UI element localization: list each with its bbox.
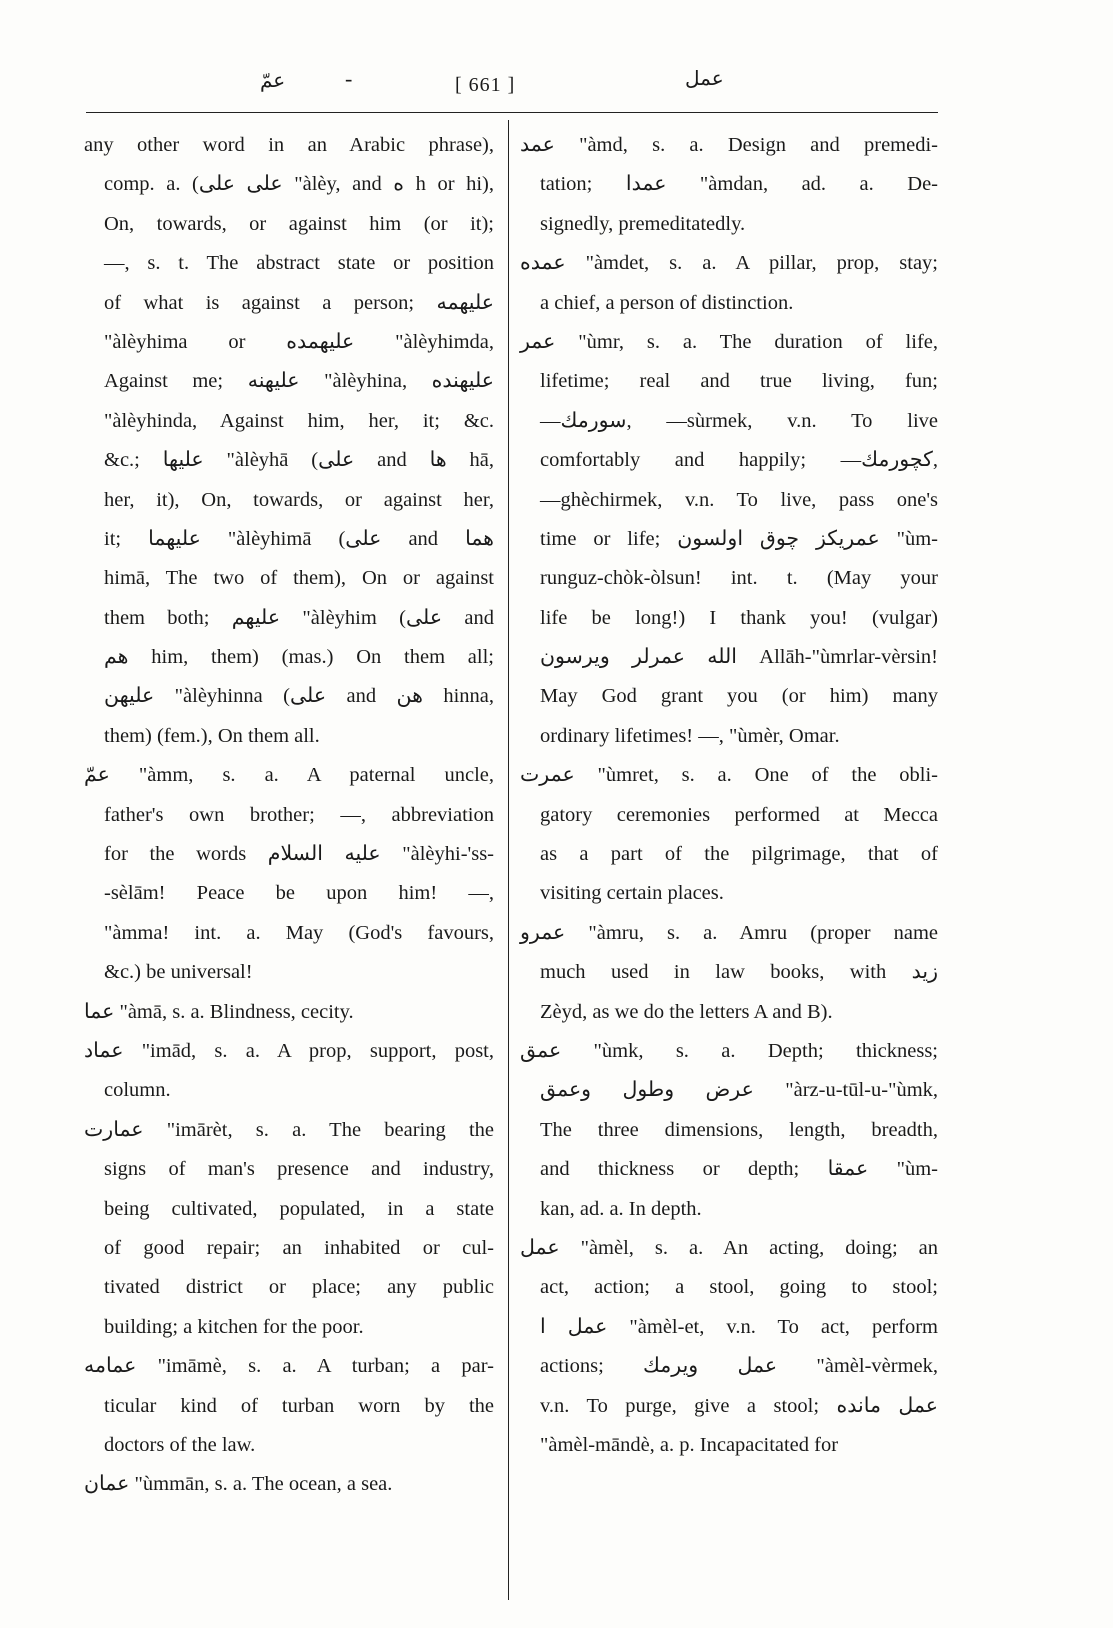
- entry-line: Zèyd, as we do the letters A and B).: [540, 1000, 833, 1023]
- dictionary-entry: [520, 126, 938, 244]
- entry-line: عمّ "àmm, s. a. A paternal uncle,: [84, 764, 494, 787]
- entry-line: عمان "ùmmān, s. a. The ocean, a sea.: [84, 1473, 393, 1496]
- entry-line: عمد "àmd, s. a. Design and premedi-: [520, 134, 938, 156]
- entry-line: —ghèchirmek, v.n. To live, pass one's: [540, 488, 938, 511]
- entry-line: them both; علیهم "àlèyhim (على and: [104, 606, 494, 629]
- entry-line: being cultivated, populated, in a state: [104, 1197, 494, 1220]
- entry-line: any other word in an Arabic phrase),: [84, 134, 494, 156]
- entry-line: عما "àmā, s. a. Blindness, cecity.: [84, 1000, 354, 1023]
- entry-line: ordinary lifetimes! —, "ùmèr, Omar.: [540, 724, 840, 747]
- entry-line: and thickness or depth; عمقا "ùm-: [540, 1158, 938, 1181]
- header-rule: [86, 112, 938, 113]
- entry-line: عمل ا "àmèl-et, v.n. To act, perform: [540, 1315, 938, 1338]
- entry-line: column.: [104, 1079, 171, 1102]
- entry-line: The three dimensions, length, breadth,: [540, 1118, 938, 1141]
- entry-line: عمق "ùmk, s. a. Depth; thickness;: [520, 1039, 938, 1062]
- dictionary-entry: [520, 323, 938, 756]
- dictionary-entry: [520, 914, 938, 1032]
- entry-line: "àmma! int. a. May (God's favours,: [104, 921, 494, 944]
- entry-line: هم him, them) (mas.) On them all;: [104, 646, 494, 669]
- dictionary-entry: [84, 1347, 494, 1465]
- entry-line: lifetime; real and true living, fun;: [540, 370, 938, 393]
- entry-line: it; علیهما "àlèyhimā (على and هما: [104, 527, 494, 550]
- entry-line: himā, The two of them), On or against: [104, 567, 494, 590]
- entry-line: doctors of the law.: [104, 1433, 256, 1456]
- dictionary-entry: [84, 1465, 494, 1504]
- entry-line: comp. a. (على علی "àlèy, and ه h or hi),: [104, 173, 494, 196]
- dictionary-entry: [520, 756, 938, 914]
- entry-line: actions; عمل ویرمك "àmèl-vèrmek,: [540, 1355, 938, 1378]
- dictionary-entry: [84, 756, 494, 992]
- entry-line: May God grant you (or him) many: [540, 685, 938, 708]
- page-header: [80, 66, 940, 106]
- entry-line: عمارت "imārèt, s. a. The bearing the: [84, 1118, 494, 1141]
- entry-line: signedly, premeditatedly.: [540, 212, 746, 235]
- dictionary-entry: [520, 244, 938, 323]
- entry-line: building; a kitchen for the poor.: [104, 1315, 364, 1338]
- dictionary-entry: [84, 1111, 494, 1347]
- entry-line: much used in law books, with زید: [540, 961, 938, 984]
- dictionary-entry: [84, 1032, 494, 1111]
- entry-line: عمامه "imāmè, s. a. A turban; a par-: [84, 1355, 494, 1378]
- page-number: [ 661 ]: [455, 74, 516, 96]
- entry-line: -sèlām! Peace be upon him! —,: [104, 882, 494, 905]
- entry-line: tivated district or place; any public: [104, 1276, 494, 1299]
- entry-line: signs of man's presence and industry,: [104, 1158, 494, 1181]
- entry-line: "àlèyhinda, Against him, her, it; &c.: [104, 409, 494, 432]
- dictionary-entry: [84, 993, 494, 1032]
- entry-line: of good repair; an inhabited or cul-: [104, 1236, 494, 1259]
- entry-line: her, it), On, towards, or against her,: [104, 488, 494, 511]
- entry-line: عمل "àmèl, s. a. An acting, doing; an: [520, 1236, 938, 1259]
- entry-line: عمر "ùmr, s. a. The duration of life,: [520, 330, 938, 353]
- entry-line: time or life; عمریكز چوق اولسون "ùm-: [540, 527, 939, 550]
- entry-line: of what is against a person; علیهمه: [104, 291, 494, 314]
- entry-line: kan, ad. a. In depth.: [540, 1197, 702, 1220]
- entry-line: life be long!) I thank you! (vulgar): [540, 606, 938, 629]
- entry-line: as a part of the pilgrimage, that of: [540, 843, 938, 866]
- entry-line: "àmèl-māndè, a. p. Incapacitated for: [540, 1433, 839, 1456]
- dictionary-entry: [520, 1032, 938, 1229]
- entry-line: عرض وطول وعمق "àrz-u-tūl-u-"ùmk,: [540, 1079, 939, 1102]
- right-headword: عمل: [685, 66, 724, 90]
- entry-line: v.n. To purge, give a stool; عمل مانده: [540, 1394, 938, 1417]
- entry-line: tation; عمدا "àmdan, ad. a. De-: [540, 173, 938, 196]
- entry-line: عمده "àmdet, s. a. A pillar, prop, stay;: [520, 252, 938, 275]
- entry-line: them) (fem.), On them all.: [104, 724, 320, 747]
- entry-line: Against me; علیهنه "àlèyhina, علیهنده: [104, 370, 495, 393]
- entry-line: visiting certain places.: [540, 882, 724, 905]
- entry-line: الله عمرلر ویرسون Allāh-"ùmrlar-vèrsin!: [540, 646, 938, 669]
- entry-line: father's own brother; —, abbreviation: [104, 803, 494, 826]
- entry-line: &c.) be universal!: [104, 961, 253, 984]
- header-dash: -: [345, 66, 353, 91]
- entry-line: act, action; a stool, going to stool;: [540, 1276, 938, 1299]
- entry-line: عماد "imād, s. a. A prop, support, post,: [84, 1039, 494, 1062]
- entry-line: comfortably and happily; —كچورمك,: [540, 449, 938, 472]
- right-column: [520, 126, 938, 1465]
- entry-line: gatory ceremonies performed at Mecca: [540, 803, 938, 826]
- entry-line: On, towards, or against him (or it);: [104, 212, 494, 235]
- entry-line: "àlèyhima or علیهمده "àlèyhimda,: [104, 330, 494, 353]
- dictionary-entry: [84, 126, 494, 756]
- dictionary-entry: [520, 1229, 938, 1465]
- entry-line: &c.; علیها "àlèyhā (على and ها hā,: [104, 449, 494, 472]
- left-headword: عمّ: [260, 68, 286, 92]
- entry-line: runguz-chòk-òlsun! int. t. (May your: [540, 567, 938, 590]
- entry-line: عمرو "àmru, s. a. Amru (proper name: [520, 921, 938, 944]
- entry-line: —سورمك, —sùrmek, v.n. To live: [540, 409, 938, 432]
- entry-line: a chief, a person of distinction.: [540, 291, 794, 314]
- entry-line: —, s. t. The abstract state or position: [104, 252, 494, 275]
- entry-line: ticular kind of turban worn by the: [104, 1394, 494, 1417]
- left-column: [84, 126, 494, 1505]
- column-divider: [508, 120, 509, 1600]
- entry-line: for the words علیه السلام "àlèyhi-'ss-: [104, 843, 494, 866]
- entry-line: علیهن "àlèyhinna (على and هن hinna,: [104, 685, 494, 708]
- entry-line: عمرت "ùmret, s. a. One of the obli-: [520, 764, 938, 787]
